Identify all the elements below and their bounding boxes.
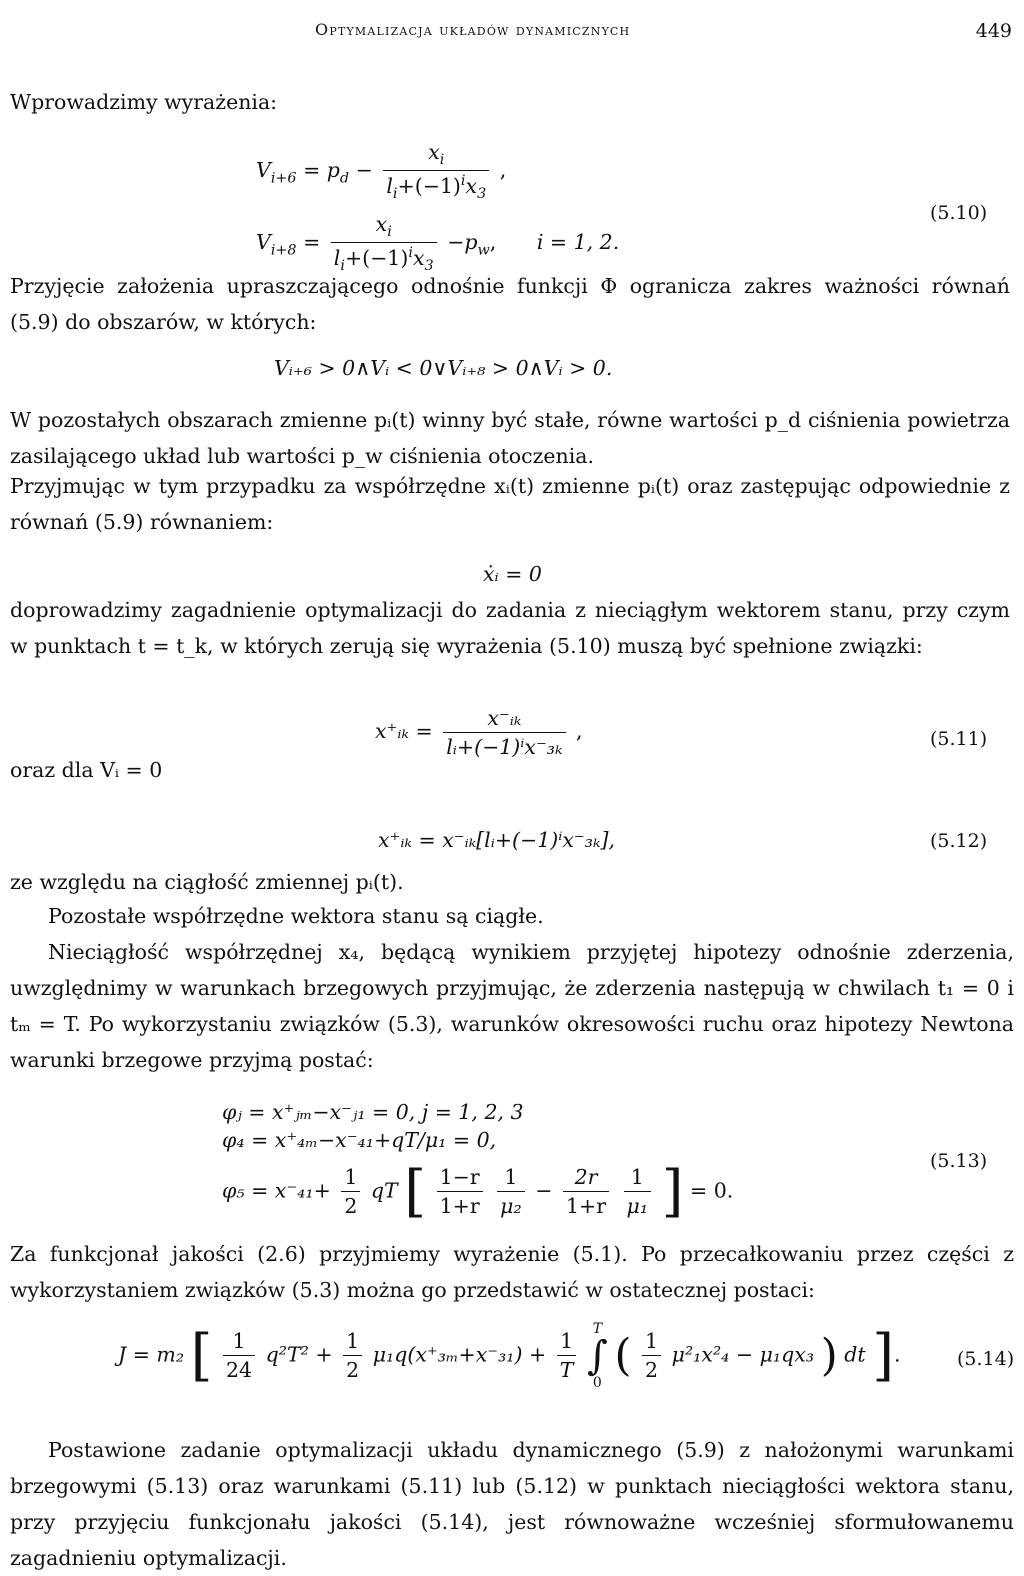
equation-number-5-11: (5.11) bbox=[930, 728, 988, 750]
running-header bbox=[0, 20, 1024, 46]
condition-formula: Vᵢ₊₆ > 0∧Vᵢ < 0∨Vᵢ₊₈ > 0∧Vᵢ > 0. bbox=[274, 356, 613, 380]
oraz-line: oraz dla Vᵢ = 0 bbox=[10, 758, 163, 782]
eq-5-13-line-1: φⱼ = x⁺ⱼₘ−x⁻ⱼ₁ = 0, j = 1, 2, 3 bbox=[222, 1100, 524, 1124]
paragraph-assumption: Przyjęcie założenia upraszczającego odnośnie funkcji Φ ogranicza zakres ważności równań (5.9) do obszarów, w których: bbox=[10, 274, 1010, 334]
equation-number-5-13: (5.13) bbox=[930, 1150, 988, 1172]
eq-5-11: x⁺ᵢₖ = $\frac{\text{x⁻ᵢₖ}}{\text{lᵢ+(−1)ⁱx⁻₃ₖ}}$ , bbox=[375, 706, 583, 759]
running-title: Optymalizacja układów dynamicznych bbox=[315, 20, 631, 39]
intro-line: Wprowadzimy wyrażenia: bbox=[10, 90, 278, 114]
paragraph-discontinuous-state: doprowadzimy zagadnienie optymalizacji do zadania z nieciągłym wektorem stanu, przy czym w punktach t = t_k, w których zerują się wyrażenia (5.10) muszą być spełnione związki: bbox=[10, 598, 1010, 658]
eq-5-13-line-2: φ₄ = x⁺₄ₘ−x⁻₄₁+qT/μ₁ = 0, bbox=[222, 1128, 497, 1152]
eq-5-13-line-3: φ₅ = x⁻₄₁+ $\frac{1}{2}$ qT [ $\frac{1-r}{1+r}$ $\frac{1}{\text{μ₂}}$ − $\frac{2r}{1+r}$ $\frac{1}{\text{μ₁}}$ ] = 0. bbox=[222, 1159, 734, 1224]
paragraph-coordinates: Przyjmując w tym przypadku za współrzędne xᵢ(t) zmienne pᵢ(t) oraz zastępując odpowiednie z równań (5.9) równaniem: bbox=[10, 474, 1010, 534]
eq-5-14: J = m₂ [ $\frac{1}{24}$ q²T² + $\frac{1}{2}$ μ₁q(x⁺₃ₘ+x⁻₃₁) + $\frac{1}{T}$ T ∫ 0 ( $\frac{1}{2}$ μ²₁x²₄ − μ₁qx₃ ) dt ]. bbox=[118, 1321, 901, 1391]
continuous-coordinates-line: Pozostałe współrzędne wektora stanu są ciągłe. bbox=[48, 904, 544, 928]
eq-5-12: x⁺ᵢₖ = x⁻ᵢₖ[lᵢ+(−1)ⁱx⁻₃ₖ], bbox=[378, 828, 615, 852]
equation-number-5-14: (5.14) bbox=[957, 1348, 1015, 1370]
equation-number-5-12: (5.12) bbox=[930, 830, 988, 852]
continuity-line: ze względu na ciągłość zmiennej pᵢ(t). bbox=[10, 870, 404, 894]
page-number: 449 bbox=[975, 20, 1012, 42]
paragraph-other-regions: W pozostałych obszarach zmienne pᵢ(t) winny być stałe, równe wartości p_d ciśnienia powietrza zasilającego układ lub wartości p_w ciśnienia otoczenia. bbox=[10, 408, 1010, 468]
eq-5-11-fraction: $\frac{\text{x⁻ᵢₖ}}{\text{lᵢ+(−1)ⁱx⁻₃ₖ}}$ bbox=[443, 706, 565, 759]
eq-5-10-fraction-2: $\frac{x_i}{l_i+(-1)^ix_3}$ bbox=[331, 212, 437, 275]
paragraph-functional: Za funkcjonał jakości (2.6) przyjmiemy wyrażenie (5.1). Po przecałkowaniu przez części z wykorzystaniem związków (5.3) można go przedstawić w ostatecznej postaci: bbox=[10, 1242, 1014, 1302]
eq-5-10-line-1: $V_{i+6} = p_d$ − $\frac{x_i}{l_i+(-1)^ix_3}$ , bbox=[256, 140, 507, 203]
eq-5-10-line-2: $V_{i+8}$ = $\frac{x_i}{l_i+(-1)^ix_3}$ $-p_w$, i = 1, 2. bbox=[256, 212, 620, 275]
equation-number-5-10: (5.10) bbox=[930, 202, 988, 224]
eq-5-10-fraction-1: $\frac{x_i}{l_i+(-1)^ix_3}$ bbox=[383, 140, 489, 203]
paragraph-conclusion: Postawione zadanie optymalizacji układu dynamicznego (5.9) z nałożonymi warunkami brzegowymi (5.13) oraz warunkami (5.11) lub (5.12) w punktach nieciągłości wektora stanu, przy przyjęciu funkcjonału jakości (5.14), jest równoważne wcześniej sformułowanemu zagadnieniu optymalizacji. bbox=[10, 1438, 1014, 1570]
paragraph-collision: Nieciągłość współrzędnej x₄, będącą wynikiem przyjętej hipotezy odnośnie zderzenia, uwzględnimy w warunkach brzegowych przyjmując, że zderzenia następują w chwilach t₁ = 0 i tₘ = T. Po wykorzystaniu związków (5.3), warunków okresowości ruchu oraz hipotezy Newtona warunki brzegowe przyjmą postać: bbox=[10, 940, 1014, 1072]
equation-xdot-zero: ẋᵢ = 0 bbox=[483, 562, 542, 586]
